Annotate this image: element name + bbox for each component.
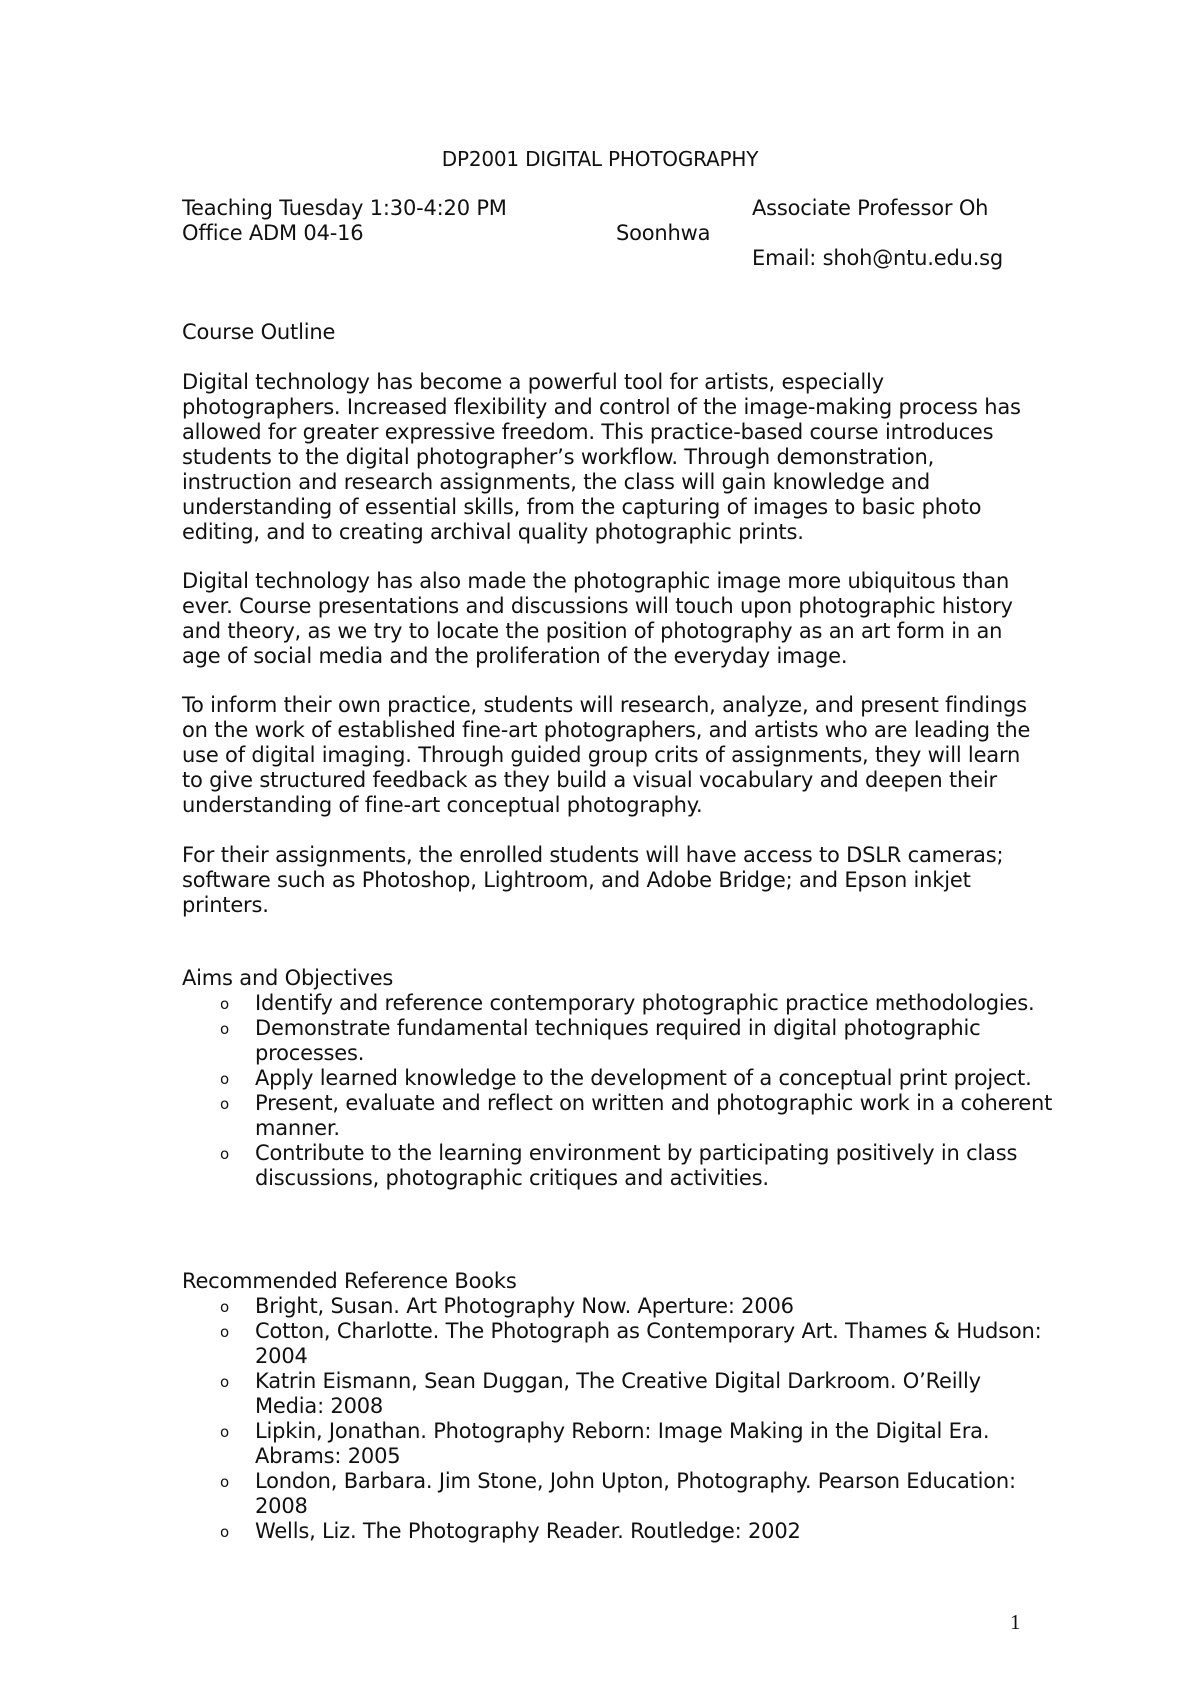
page-number: 1 bbox=[1010, 1610, 1021, 1634]
outline-paragraph-1 bbox=[182, 370, 1042, 545]
outline-paragraph-4 bbox=[182, 843, 1042, 918]
list-item: o Apply learned knowledge to the development of a conceptual print project. bbox=[220, 1066, 1032, 1090]
outline-paragraph-3 bbox=[182, 693, 1042, 818]
bullet-icon: o bbox=[220, 1020, 229, 1038]
course-title: DP2001 DIGITAL PHOTOGRAPHY bbox=[441, 147, 759, 171]
teaching-time: Teaching Tuesday 1:30-4:20 PM bbox=[182, 196, 507, 220]
office-location: Office ADM 04-16 bbox=[182, 221, 364, 245]
list-item: o Cotton, Charlotte. The Photograph as Contemporary Art. Thames & Hudson: 2004 bbox=[220, 1319, 1042, 1368]
aims-heading: Aims and Objectives bbox=[182, 966, 394, 990]
email-address: Email: shoh@ntu.edu.sg bbox=[752, 246, 1004, 270]
list-item: o London, Barbara. Jim Stone, John Upton, Photography. Pearson Education: 2008 bbox=[220, 1469, 1016, 1518]
bullet-icon: o bbox=[220, 995, 229, 1013]
list-item: o Contribute to the learning environment by participating positively in class discussions, photographic critiques and activities. bbox=[220, 1141, 1018, 1190]
bullet-icon: o bbox=[220, 1323, 229, 1341]
paragraph-text: Digital technology has become a powerful tool for artists, especially photographers. Increased flexibility and control of the image-making process has allowed for greater expressive freedom. This practice-based course introduces students to the digital photographer’s workflow. Through demonstration, instruction and research assignments, the class will gain knowledge and understanding of essential skills, from the capturing of images to basic photo editing, and to creating archival quality photographic prints. bbox=[182, 370, 1021, 544]
bullet-icon: o bbox=[220, 1473, 229, 1491]
bullet-icon: o bbox=[220, 1145, 229, 1163]
books-section bbox=[182, 1269, 1042, 1544]
bullet-icon: o bbox=[220, 1523, 229, 1541]
books-list bbox=[182, 1294, 1042, 1544]
paragraph-text: Digital technology has also made the photographic image more ubiquitous than ever. Course presentations and discussions will touch upon photographic history and theory, as we try to locate the position of photography as an art form in an age of social media and the proliferation of the everyday image. bbox=[182, 569, 1013, 668]
books-heading: Recommended Reference Books bbox=[182, 1269, 517, 1293]
aims-list bbox=[182, 991, 1053, 1191]
bullet-icon: o bbox=[220, 1095, 229, 1113]
bullet-icon: o bbox=[220, 1373, 229, 1391]
list-item: o Present, evaluate and reflect on written and photographic work in a coherent manner. bbox=[220, 1091, 1053, 1140]
list-item: o Identify and reference contemporary photographic practice methodologies. bbox=[220, 991, 1035, 1015]
bullet-icon: o bbox=[220, 1298, 229, 1316]
aims-section bbox=[182, 966, 1053, 1191]
list-item: o Wells, Liz. The Photography Reader. Routledge: 2002 bbox=[220, 1519, 801, 1543]
bullet-icon: o bbox=[220, 1070, 229, 1088]
list-item: o Bright, Susan. Art Photography Now. Aperture: 2006 bbox=[220, 1294, 794, 1318]
outline-paragraph-2 bbox=[182, 569, 1042, 669]
list-item: o Lipkin, Jonathan. Photography Reborn: Image Making in the Digital Era. Abrams: 2005 bbox=[220, 1419, 990, 1468]
list-item: o Katrin Eismann, Sean Duggan, The Creative Digital Darkroom. O’Reilly Media: 2008 bbox=[220, 1369, 981, 1418]
paragraph-text: For their assignments, the enrolled students will have access to DSLR cameras; software such as Photoshop, Lightroom, and Adobe Bridge; and Epson inkjet printers. bbox=[182, 843, 1004, 917]
paragraph-text: To inform their own practice, students will research, analyze, and present findings on the work of established fine-art photographers, and artists who are leading the use of digital imaging. Through guided group crits of assignments, they will learn to give structured feedback as they build a visual vocabulary and deepen their understanding of fine-art conceptual photography. bbox=[182, 693, 1031, 817]
list-item: o Demonstrate fundamental techniques required in digital photographic processes. bbox=[220, 1016, 981, 1065]
bullet-icon: o bbox=[220, 1423, 229, 1441]
course-outline-heading: Course Outline bbox=[182, 320, 336, 344]
professor-name: Soonhwa bbox=[616, 221, 711, 245]
professor-title: Associate Professor Oh bbox=[752, 196, 989, 220]
